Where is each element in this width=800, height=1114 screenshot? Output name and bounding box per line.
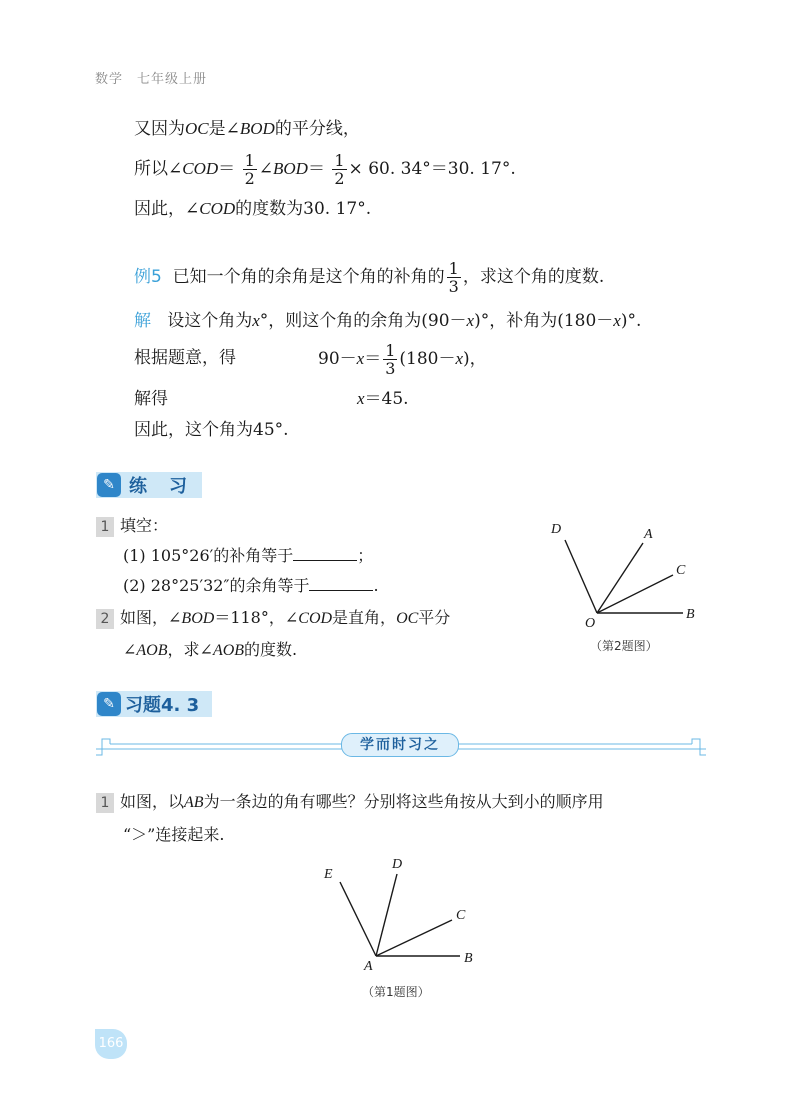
banner-label: 学而时习之 bbox=[341, 733, 459, 757]
solution-label: 解 bbox=[134, 311, 151, 331]
math: AOB bbox=[136, 642, 168, 659]
example-label: 例5 bbox=[134, 267, 162, 287]
math: x bbox=[252, 311, 260, 330]
math: BOD bbox=[181, 610, 215, 627]
practice-q1-a bbox=[123, 544, 373, 568]
text: ＝118°，∠ bbox=[214, 608, 299, 627]
label-e: E bbox=[324, 867, 333, 882]
text: 平分 bbox=[418, 608, 451, 627]
math: x bbox=[613, 311, 621, 330]
ray-ad bbox=[376, 874, 397, 956]
text: )°. bbox=[620, 311, 642, 331]
math: BOD bbox=[239, 119, 275, 138]
label-b: B bbox=[464, 951, 473, 966]
practice-title: 练 习 bbox=[129, 476, 189, 497]
text: 的度数为30. 17°. bbox=[235, 199, 372, 219]
text: )°，补角为(180－ bbox=[474, 311, 614, 331]
solution-line bbox=[134, 309, 641, 333]
text: 如图，以 bbox=[120, 792, 185, 811]
text: 为一条边的角有哪些？分别将这些角按从大到小的顺序用 bbox=[203, 792, 604, 811]
text: 因此，∠ bbox=[134, 199, 200, 219]
math: OC bbox=[185, 119, 209, 138]
text: ，求这个角的度数. bbox=[462, 267, 605, 287]
math: BOD bbox=[273, 159, 308, 178]
solve-label: 解得 bbox=[134, 389, 168, 409]
page-number: 166 bbox=[95, 1029, 127, 1059]
text: 所以∠ bbox=[134, 159, 183, 179]
text: 的度数. bbox=[244, 640, 298, 659]
fraction-half-2: $\frac{1}{2}$ bbox=[334, 151, 345, 188]
text: °，则这个角的余角为(90－ bbox=[259, 311, 467, 331]
exercise-q1-cont: “＞”连接起来. bbox=[123, 825, 225, 844]
ray-ac bbox=[376, 920, 452, 956]
exercise-badge bbox=[96, 691, 212, 717]
label-b: B bbox=[686, 607, 695, 622]
math: COD bbox=[182, 159, 219, 178]
fraction-third: $\frac{1}{3}$ bbox=[448, 259, 459, 296]
math: AOB bbox=[212, 642, 245, 659]
practice-q2-cont bbox=[123, 638, 297, 663]
text: 又因为 bbox=[134, 119, 185, 139]
answer-blank[interactable] bbox=[309, 576, 373, 591]
text: . bbox=[373, 576, 379, 595]
label-c: C bbox=[456, 908, 466, 923]
example-5 bbox=[134, 254, 604, 300]
ray-oa bbox=[597, 543, 643, 613]
proof-line-3 bbox=[134, 197, 371, 221]
text: ； bbox=[357, 546, 374, 565]
text: × 60. 34°＝30. 17°. bbox=[348, 159, 516, 179]
math: COD bbox=[298, 610, 333, 627]
question-number: 2 bbox=[96, 609, 114, 629]
proof-line-1 bbox=[134, 117, 360, 141]
text: 设这个角为 bbox=[167, 311, 253, 331]
text: )， bbox=[463, 349, 487, 369]
ray-oc bbox=[597, 575, 673, 613]
text: ∠ bbox=[123, 640, 137, 659]
text: ＝ bbox=[364, 349, 382, 369]
text: 已知一个角的余角是这个角的补角的 bbox=[172, 267, 445, 287]
label-d: D bbox=[392, 857, 403, 872]
text: (180－ bbox=[399, 349, 456, 369]
proof-line-2 bbox=[134, 146, 516, 192]
text: ＝45. bbox=[364, 389, 409, 409]
figure-1 bbox=[310, 852, 500, 977]
exercise-title: 习题4. 3 bbox=[125, 695, 200, 716]
math: x bbox=[357, 389, 365, 408]
fraction-third-2: $\frac{1}{3}$ bbox=[385, 341, 396, 378]
question-number: 1 bbox=[96, 793, 114, 813]
math: x bbox=[466, 311, 475, 330]
conclusion: 因此，这个角为45°. bbox=[134, 420, 289, 440]
ray-od bbox=[565, 540, 597, 613]
label-a: A bbox=[644, 527, 653, 542]
fraction-half: $\frac{1}{2}$ bbox=[244, 151, 255, 188]
text: 的平分线， bbox=[274, 119, 360, 139]
text: 是直角， bbox=[332, 608, 397, 627]
ray-ae bbox=[340, 882, 376, 956]
question-number: 1 bbox=[96, 517, 114, 537]
pencil-note-icon: ✎ bbox=[97, 473, 121, 497]
text: ＝ bbox=[218, 159, 236, 179]
text: ∠ bbox=[258, 159, 273, 179]
label-c: C bbox=[676, 563, 686, 578]
equation bbox=[318, 336, 487, 382]
math: x bbox=[356, 349, 365, 368]
text: (1) 105°26′的补角等于 bbox=[123, 546, 294, 565]
figure-1-caption: （第1题图） bbox=[362, 985, 430, 999]
figure-2-caption: （第2题图） bbox=[590, 639, 658, 653]
figure-2 bbox=[540, 515, 720, 655]
practice-q2 bbox=[96, 606, 450, 631]
answer bbox=[357, 387, 409, 411]
practice-q1 bbox=[96, 514, 168, 538]
math: AB bbox=[184, 794, 204, 811]
math: OC bbox=[396, 610, 419, 627]
math: x bbox=[455, 349, 464, 368]
label-o: O bbox=[585, 616, 596, 631]
math: COD bbox=[199, 199, 236, 218]
text: 如图，∠ bbox=[120, 608, 182, 627]
answer-blank[interactable] bbox=[293, 546, 357, 561]
basis-label: 根据题意，得 bbox=[134, 348, 236, 368]
text: 是∠ bbox=[208, 119, 240, 139]
practice-badge bbox=[96, 472, 202, 498]
text: ＝ bbox=[307, 159, 325, 179]
text: 填空： bbox=[120, 516, 169, 535]
label-a: A bbox=[364, 959, 373, 974]
practice-q1-b bbox=[123, 574, 379, 598]
running-header: 数学 七年级上册 bbox=[95, 72, 208, 87]
text: 90－ bbox=[318, 349, 357, 369]
label-d: D bbox=[551, 522, 562, 537]
pencil-note-icon: ✎ bbox=[97, 692, 121, 716]
text: ，求∠ bbox=[167, 640, 213, 659]
text: (2) 28°25′32″的余角等于 bbox=[123, 576, 310, 595]
exercise-q1 bbox=[96, 790, 604, 815]
